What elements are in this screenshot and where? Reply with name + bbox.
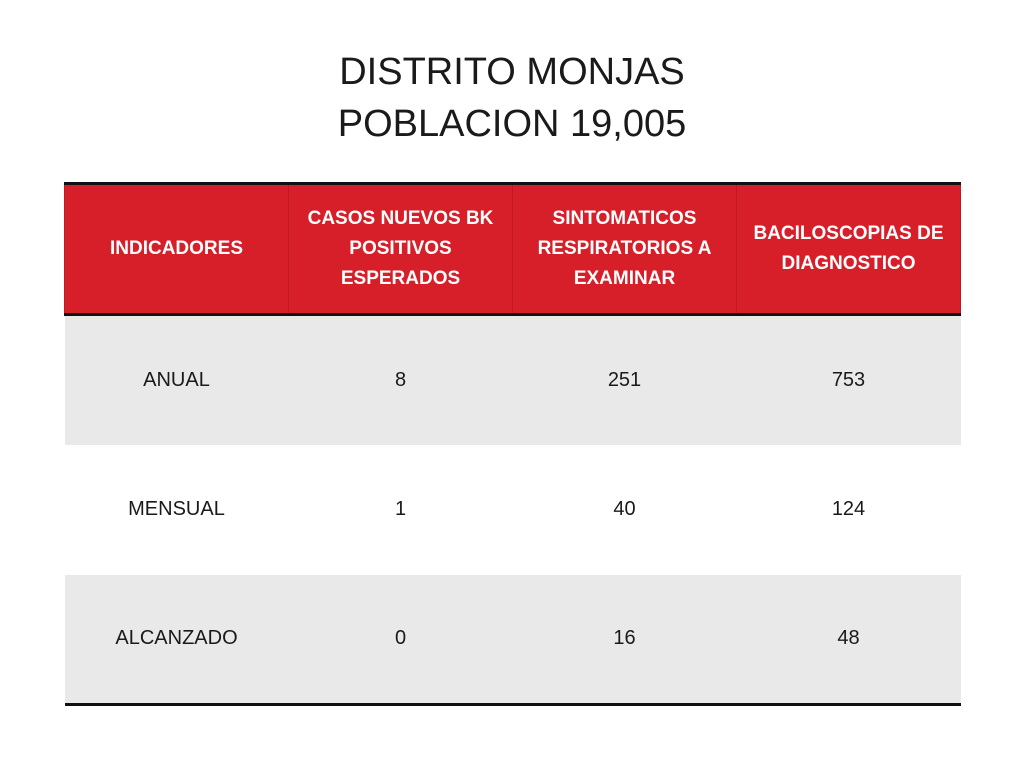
table-cell: 753 xyxy=(737,315,961,445)
table-cell: 16 xyxy=(513,575,737,705)
table-cell: 8 xyxy=(289,315,513,445)
table-row xyxy=(65,445,961,575)
indicators-table xyxy=(64,182,961,706)
row-label-anual: ANUAL xyxy=(65,315,289,445)
table-cell: 0 xyxy=(289,575,513,705)
table-cell: 48 xyxy=(737,575,961,705)
table-cell: 1 xyxy=(289,445,513,575)
table-header-row xyxy=(65,184,961,315)
header-sintomaticos: SINTOMATICOS RESPIRATORIOS A EXAMINAR xyxy=(513,184,737,315)
table-cell: 40 xyxy=(513,445,737,575)
row-label-alcanzado: ALCANZADO xyxy=(65,575,289,705)
table-row xyxy=(65,575,961,705)
table-row xyxy=(65,315,961,445)
title-line-district: DISTRITO MONJAS xyxy=(339,51,685,93)
table-cell: 251 xyxy=(513,315,737,445)
header-indicadores: INDICADORES xyxy=(65,184,289,315)
header-casos-nuevos: CASOS NUEVOS BK POSITIVOS ESPERADOS xyxy=(289,184,513,315)
table-cell: 124 xyxy=(737,445,961,575)
header-baciloscopias: BACILOSCOPIAS DE DIAGNOSTICO xyxy=(737,184,961,315)
slide-title xyxy=(0,46,1024,150)
title-line-population: POBLACION 19,005 xyxy=(337,103,687,145)
row-label-mensual: MENSUAL xyxy=(65,445,289,575)
